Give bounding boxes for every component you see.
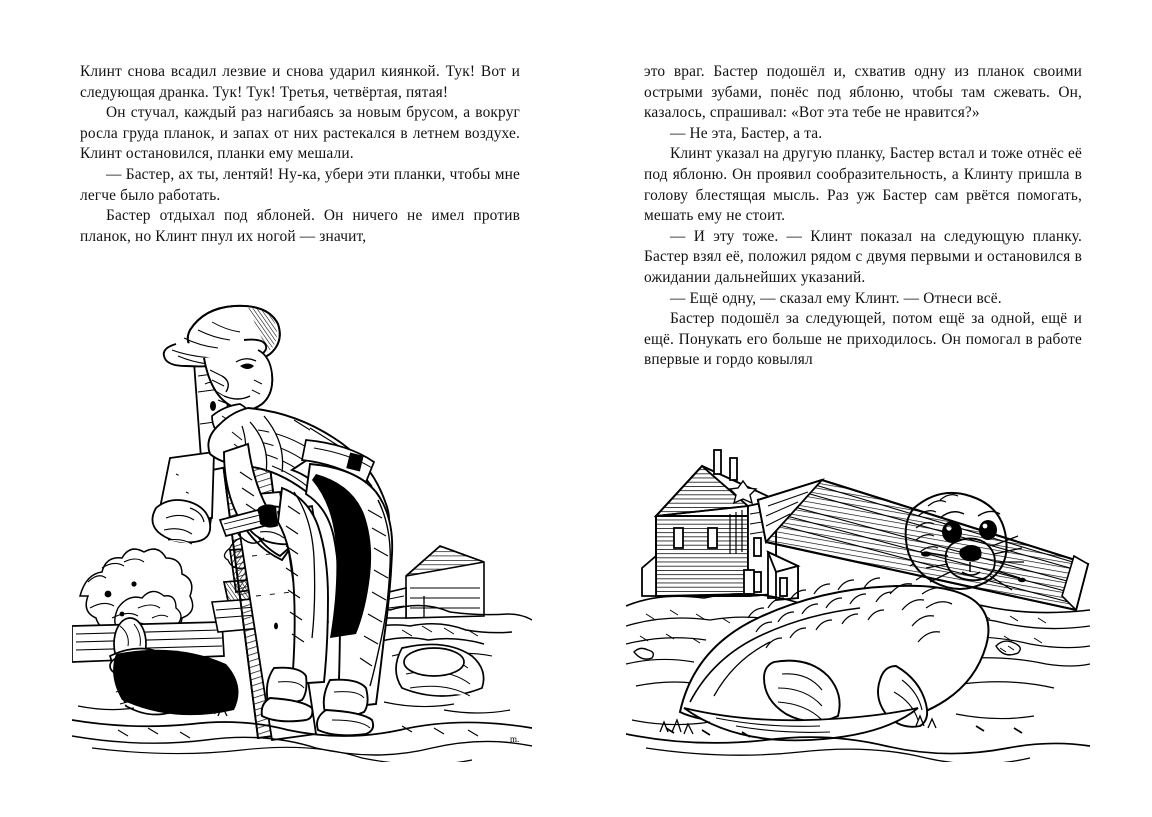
paragraph: — И эту тоже. — Клинт показал на следующую планку. Бастер взял её, положил рядом с двумя первыми и остановился в ожидании дальнейших указаний. xyxy=(644,227,1082,286)
paragraph: Он стучал, каждый раз нагибаясь за новым брусом, а вокруг росла груда планок, и запах от них растекался в летнем воздухе. Клинт остановился, планки ему мешали. xyxy=(80,104,520,163)
paragraph: Бастер подошёл за следующей, потом ещё за одной, ещё и ещё. Понукать его больше не приходилось. Он помогал в работе впервые и гордо ковылял xyxy=(644,310,1082,369)
boot-front xyxy=(317,680,373,736)
paragraph: это враг. Бастер подошёл и, схватив одну из планок своими острыми зубами, понёс под яблоню, чтобы там сжевать. Он, казалось, спрашивал: «Вот эта тебе не нравится?» xyxy=(644,63,1082,122)
right-column-text xyxy=(644,62,1082,371)
artist-signature: m. xyxy=(510,734,520,744)
paragraph: Клинт указал на другую планку, Бастер встал и тоже отнёс её под яблоню. Он проявил сообразительность, а Клинту пришла в голову блестящая мысль. Раз уж Бастер сам рвётся помогать, мешать ему не стоит. xyxy=(644,145,1082,225)
man-splitting-shingles-illustration xyxy=(72,296,532,762)
boot-back xyxy=(262,668,313,722)
paragraph: Бастер отдыхал под яблоней. Он ничего не имел против планок, но Клинт пнул их ногой — значит, xyxy=(80,207,520,245)
right-page xyxy=(576,0,1152,817)
paragraph: — Ещё одну, — сказал ему Клинт. — Отнеси всё. xyxy=(670,289,1002,307)
paragraph: — Не эта, Бастер, а та. xyxy=(670,124,823,142)
paragraph: Клинт снова всадил лезвие и снова ударил киянкой. Тук! Вот и следующая дранка. Тук! Тук! Третья, четвёртая, пятая! xyxy=(80,63,520,101)
paragraph: — Бастер, ах ты, лентяй! Ну-ка, убери эти планки, чтобы мне легче было работать. xyxy=(80,165,520,204)
seal-carrying-plank-illustration xyxy=(626,444,1090,762)
left-column-text xyxy=(80,62,520,247)
